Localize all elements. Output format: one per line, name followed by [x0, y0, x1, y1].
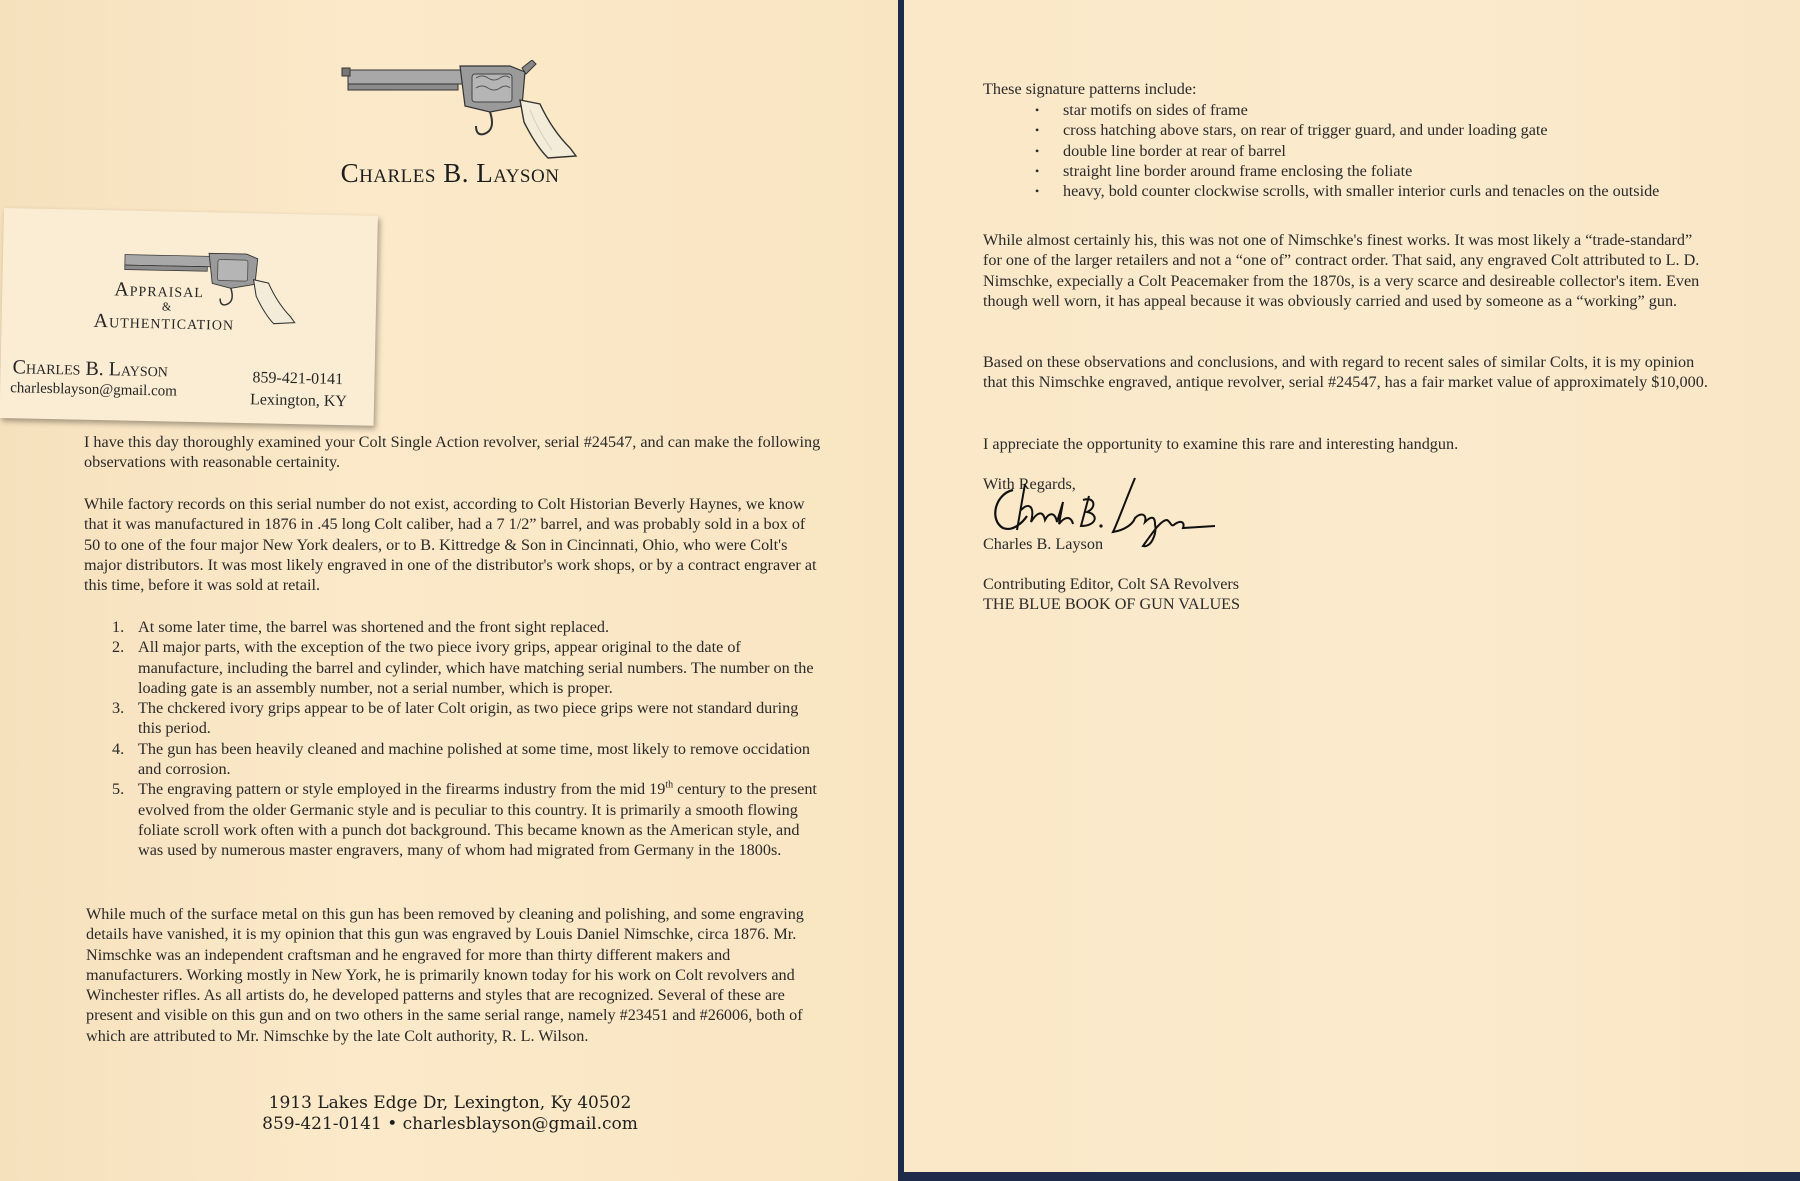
revolver-engraving-icon [340, 60, 580, 160]
footer-contact [250, 1114, 650, 1134]
appreciation-paragraph: I appreciate the opportunity to examine this rare and interesting handgun. [983, 435, 1459, 453]
history-paragraph: While factory records on this serial number do not exist, according to Colt Historian Beverly Haynes, we know that it was manufactured in 1876 in .45 long Colt caliber, had a 7 1/2” barrel, and was probably sold in a box of 50 to one of the four major New York dealers, or to B. Kittredge & Son in Cincinnati, Ohio, who were Colt's major distributors. It was most likely engraved in one of the distributor's work shops, or by a contract engraver at this time, before it was sold at retail. [84, 495, 817, 595]
letter-page-1 [0, 0, 898, 1181]
card-title-authentication: Authentication [93, 309, 235, 335]
intro-paragraph: I have this day thoroughly examined your Colt Single Action revolver, serial #24547, and can make the following observations with reasonable certainity. [84, 433, 821, 472]
valuation-paragraph: Based on these observations and conclusions, and with regard to recent sales of similar Colts, it is my opinion that this Nimschke engraved, antique revolver, serial #24547, has a fair market value of approximately $10,000. [983, 353, 1708, 392]
list-item: • star motifs on sides of frame [1035, 101, 1248, 119]
card-email: charlesblayson@gmail.com [10, 380, 178, 400]
footer-email: charlesblayson@gmail.com [402, 1114, 638, 1134]
assessment-paragraph: While almost certainly his, this was not one of Nimschke's finest works. It was most likely a “trade-standard” for one of the larger retailers and not a “one of” contract order. That said, any engraved Colt attributed to L. D. Nimschke, expecially a Colt Peacemaker from the 1870s, is a very scarce and desireable collector's item. Even though well worn, it has appeal because it was obviously carried and used by someone as a “working” gun. [983, 231, 1700, 310]
list-item: • double line border at rear of barrel [1035, 141, 1286, 160]
card-name: Charles B. Layson [12, 356, 169, 382]
list-item: • cross hatching above stars, on rear of trigger guard, and under loading gate [1035, 121, 1548, 140]
footer-address: 1913 Lakes Edge Dr, Lexington, Ky 40502 [268, 1093, 632, 1113]
patterns-intro: These signature patterns include: [983, 80, 1197, 98]
closing-text: With Regards, [983, 475, 1076, 493]
attribution-paragraph: While much of the surface metal on this gun has been removed by cleaning and polishing, and some engraving details have vanished, it is my opinion that this gun was engraved by Louis Daniel Nimschke, circa 1876. Mr. Nimschke was an independent craftsman and he engraved for more than thirty different makers and manufacturers. Working mostly in New York, he is primarily known today for his work on Colt revolvers and Winchester rifles. As all artists do, he developed patterns and styles that are recognized. Several of these are present and visible on this gun and on two others in the same serial range, namely #23451 and #26006, both of which are attributed to Mr. Nimschke by the late Colt authority, R. L. Wilson. [86, 905, 804, 1045]
letterhead-name: Charles B. Layson [340, 158, 560, 188]
list-item: 4. The gun has been heavily cleaned and machine polished at some time, most likely to remove occidation and corrosion. [112, 739, 811, 779]
card-title-ampersand: & [161, 299, 172, 314]
card-city: Lexington, KY [249, 391, 348, 411]
list-item: 3. The chckered ivory grips appear to be of later Colt origin, as two piece grips were not standard during this period. [112, 699, 799, 738]
signer-title: Contributing Editor, Colt SA Revolvers [983, 575, 1240, 593]
observations-list [112, 617, 824, 861]
list-item: • straight line border around frame enclosing the foliate [1035, 161, 1413, 180]
card-phone: 859-421-0141 [252, 369, 344, 389]
card-title-appraisal: Appraisal [114, 278, 205, 303]
list-item: 2. All major parts, with the exception of the two piece ivory grips, appear original to the date of manufacture, including the barrel and cylinder, which have matching serial numbers. The number on the loading gate is an assembly number, not a serial number, which is proper. [112, 638, 814, 697]
list-item: • heavy, bold counter clockwise scrolls, with smaller interior curls and tenacles on the outside [1035, 182, 1660, 201]
business-card [0, 208, 378, 426]
list-item: 5. The engraving pattern or style employed in the firearms industry from the mid 19th century to the present evolved from the older Germanic style and is peculiar to this country. It is primarily a smooth flowing foliate scroll work often with a punch dot background. This became known as the American style, and was used by numerous master engravers, many of whom had migrated from Germany in the 1800s. [112, 779, 817, 860]
letterhead-logo [330, 60, 590, 160]
patterns-list [1035, 100, 1775, 201]
signer-name: Charles B. Layson [983, 535, 1104, 553]
signer-publication: THE BLUE BOOK OF GUN VALUES [983, 595, 1241, 613]
footer-separator: • [387, 1114, 398, 1134]
list-item: 1. At some later time, the barrel was shortened and the front sight replaced. [112, 618, 610, 636]
footer-phone: 859-421-0141 [262, 1114, 382, 1134]
